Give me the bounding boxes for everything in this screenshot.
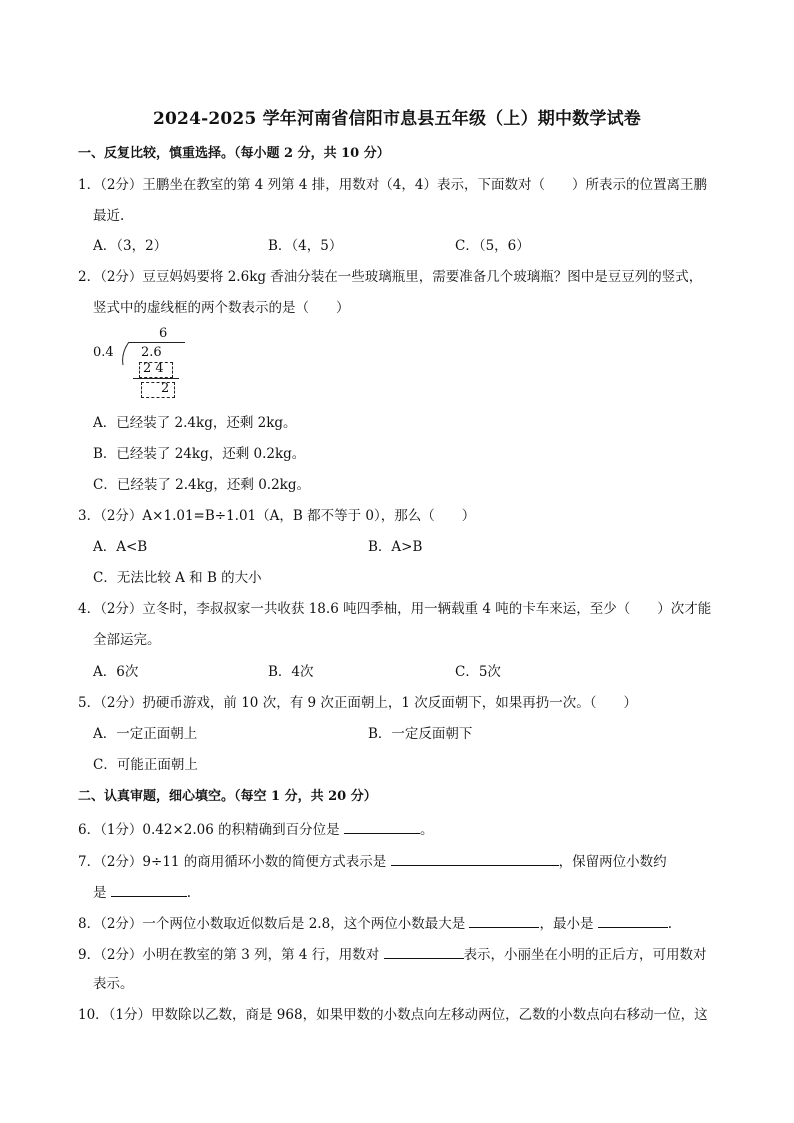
- q7-text-line2: 是: [93, 885, 111, 901]
- q3-option-b: B．A>B: [368, 539, 423, 555]
- q2-text-line2: 竖式中的虚线框的两个数表示的是（ ）: [93, 300, 350, 316]
- q2-option-c: C．已经装了 2.4kg，还剩 0.2kg。: [93, 477, 310, 493]
- q5-option-a: A．一定正面朝上: [93, 726, 198, 742]
- q5-text-line1: 5．（2分）扔硬币游戏，前 10 次，有 9 次正面朝上，1 次反面朝下，如果再扔一次。（ ）: [78, 695, 637, 711]
- division-dividend: 2.6: [141, 345, 162, 360]
- q3-text-line1: 3．（2分）A×1.01=B÷1.01（A，B 都不等于 0），那么（ ）: [78, 508, 476, 524]
- q3-option-a: A．A<B: [93, 539, 148, 555]
- q9-blank[interactable]: [384, 944, 464, 959]
- q4-option-a: A．6次: [93, 664, 139, 680]
- q1-option-b: B．（4，5）: [268, 238, 343, 254]
- q6-blank[interactable]: [344, 819, 420, 834]
- division-bracket: [119, 340, 133, 366]
- q8-blank-2[interactable]: [598, 913, 668, 928]
- section-2-heading: 二、认真审题，细心填空。（每空 1 分，共 20 分）: [78, 789, 377, 804]
- q7-blank-2[interactable]: [111, 882, 187, 897]
- q6-line: [78, 819, 433, 839]
- q4-text-line2: 全部运完。: [93, 632, 161, 648]
- division-quotient: 6: [159, 326, 168, 341]
- q7-text-mid: ，保留两位小数约: [558, 854, 667, 870]
- dashed-box-remainder: [141, 382, 175, 398]
- q1-option-a: A．（3，2）: [93, 238, 168, 254]
- q1-option-c: C．（5，6）: [455, 238, 530, 254]
- q7-line2: [93, 882, 191, 902]
- division-remainder: 2: [161, 381, 170, 396]
- q1-text-line2: 最近.: [93, 208, 125, 224]
- q7-text: 7．（2分）9÷11 的商用循环小数的简便方式表示是: [78, 854, 391, 870]
- q4-option-b: B．4次: [268, 664, 314, 680]
- q2-text-line1: 2．（2分）豆豆妈妈要将 2.6kg 香油分装在一些玻璃瓶里，需要准备几个玻璃瓶？图中是豆豆列的竖式，: [78, 269, 703, 285]
- q9-line1: [78, 944, 707, 964]
- q9-text-mid: 表示，小丽坐在小明的正后方，可用数对: [463, 947, 707, 963]
- q4-text-line1: 4．（2分）立冬时，李叔叔家一共收获 18.6 吨四季柚，用一辆载重 4 吨的卡车来运，至少（ ）次才能: [78, 601, 712, 617]
- subtraction-bar: [133, 378, 179, 379]
- q10-text-line1: 10．（1分）甲数除以乙数，商是 968，如果甲数的小数点向左移动两位，乙数的小数点向右移动一位，这: [78, 1007, 708, 1023]
- q7-blank-1[interactable]: [391, 851, 559, 866]
- division-bar: [129, 342, 185, 343]
- q8-text: 8．（2分）一个两位小数取近似数后是 2.8，这个两位小数最大是: [78, 916, 470, 932]
- q9-text: 9．（2分）小明在教室的第 3 列，第 4 行，用数对: [78, 947, 384, 963]
- q6-text-end: 。: [419, 822, 434, 838]
- page-title: 2024-2025 学年河南省信阳市息县五年级（上）期中数学试卷: [152, 109, 641, 129]
- division-product: 2 4: [143, 361, 164, 376]
- q8-text-end: .: [667, 916, 673, 932]
- q5-option-b: B．一定反面朝下: [368, 726, 473, 742]
- q6-text: 6．（1分）0.42×2.06 的积精确到百分位是: [78, 822, 344, 838]
- q7-text-end: .: [186, 885, 192, 901]
- q8-text-mid: ，最小是: [539, 916, 598, 932]
- q7-line1: [78, 851, 667, 871]
- long-division-figure: [93, 326, 213, 406]
- q5-option-c: C．可能正面朝上: [93, 757, 198, 773]
- q9-line2: 表示。: [93, 976, 134, 992]
- q3-option-c: C．无法比较 A 和 B 的大小: [93, 570, 262, 586]
- division-divisor: 0.4: [93, 345, 114, 360]
- q2-option-b: B．已经装了 24kg，还剩 0.2kg。: [93, 446, 306, 462]
- q8-line: [78, 913, 672, 933]
- q4-option-c: C．5次: [455, 664, 501, 680]
- q2-option-a: A．已经装了 2.4kg，还剩 2kg。: [93, 415, 297, 431]
- section-1-heading: 一、反复比较，慎重选择。（每小题 2 分，共 10 分）: [78, 146, 390, 161]
- q8-blank-1[interactable]: [469, 913, 539, 928]
- q1-text-line1: 1．（2分）王鹏坐在教室的第 4 列第 4 排，用数对（4，4）表示，下面数对（ ）所表示的位置离王鹏: [78, 177, 707, 193]
